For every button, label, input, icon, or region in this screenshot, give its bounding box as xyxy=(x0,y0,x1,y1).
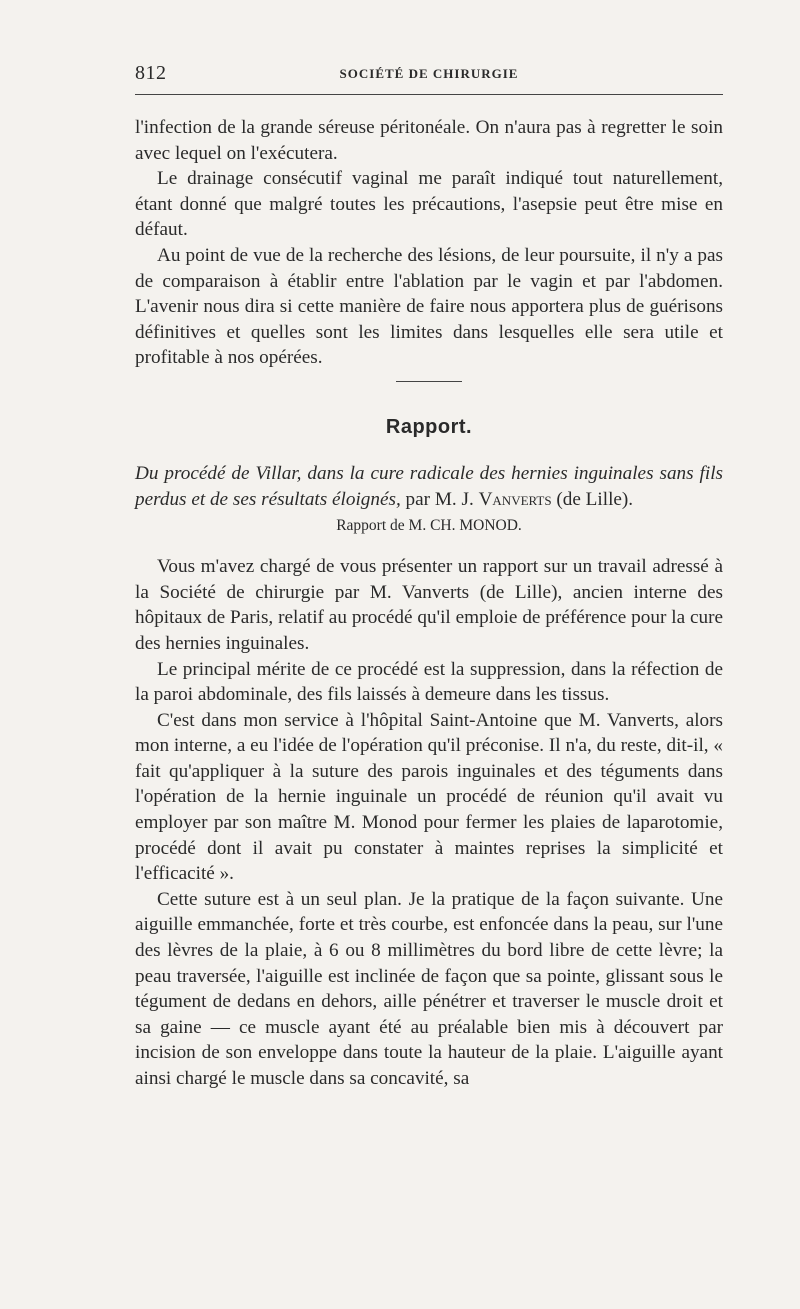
report-subject xyxy=(135,461,723,512)
paragraph: Cette suture est à un seul plan. Je la pratique de la façon suivante. Une aiguille emmanchée, forte et très courbe, est enfoncée dans la peau, sur l'une des lèvres de la plaie, à 6 ou 8 millimètres du bord libre de cette lèvre; la peau traversée, l'aiguille est inclinée de façon que sa pointe, glissant sous le tégument de dedans en dehors, aille pénétrer et traverser le muscle droit et sa gaine — ce muscle ayant été au préalable bien mis à découvert par incision de son enveloppe dans toute la hauteur de la plaie. L'aiguille ayant ainsi chargé le muscle dans sa concavité, sa xyxy=(135,888,723,1089)
subject-place: (de Lille). xyxy=(556,488,634,510)
paragraph: Le principal mérite de ce procédé est la suppression, dans la réfection de la paroi abdominale, des fils laissés à demeure dans les tissus. xyxy=(135,658,723,706)
paragraph: l'infection de la grande séreuse péritonéale. On n'aura pas à regretter le soin avec lequel on l'exécutera. xyxy=(135,117,723,164)
subject-author: Vanverts xyxy=(478,488,552,510)
paragraph: Le drainage consécutif vaginal me paraît indiqué tout naturellement, étant donné que malgré toutes les précautions, l'asepsie peut être mise en défaut. xyxy=(135,168,723,241)
running-head: SOCIÉTÉ DE CHIRURGIE xyxy=(339,66,519,81)
paragraph: Vous m'avez chargé de vous présenter un rapport sur un travail adressé à la Société de chirurgie par M. Vanverts (de Lille), ancien interne des hôpitaux de Paris, relatif au procédé qu'il emploie de préférence pour la cure des hernies inguinales. xyxy=(135,556,723,654)
subject-par: par M. J. xyxy=(405,488,474,510)
page-number: 812 xyxy=(135,62,167,84)
section-divider xyxy=(396,381,462,382)
rapporteur-line: Rapport de M. CH. MONOD. xyxy=(336,517,522,535)
report-text xyxy=(135,554,723,1091)
page-header xyxy=(135,60,723,95)
section-title: Rapport. xyxy=(385,415,473,438)
paragraph: Au point de vue de la recherche des lésions, de leur poursuite, il n'y a pas de comparaison à établir entre l'ablation par le vagin et par l'abdomen. L'avenir nous dira si cette manière de faire nous apportera plus de guérisons définitives et quelles sont les limites dans lesquelles elle sera utile et profitable à nos opérées. xyxy=(135,244,723,369)
paragraph: C'est dans mon service à l'hôpital Saint-Antoine que M. Vanverts, alors mon interne, a eu l'idée de l'opération qu'il préconise. Il n'a, du reste, dit-il, « fait qu'appliquer à la suture des parois inguinales et des téguments dans l'opération de la hernie inguinale un procédé de réunion qu'il avait vu employer par son maître M. Monod pour fermer les plaies de laparotomie, procédé dont il avait pu constater à maintes reprises la simplicité et l'efficacité ». xyxy=(135,709,723,885)
subject-title: Du procédé de Villar, dans la cure radicale des hernies inguinales sans fils perdus et de ses résultats éloignés, xyxy=(135,462,723,510)
continuation-text xyxy=(135,115,723,371)
book-page xyxy=(135,60,723,1092)
